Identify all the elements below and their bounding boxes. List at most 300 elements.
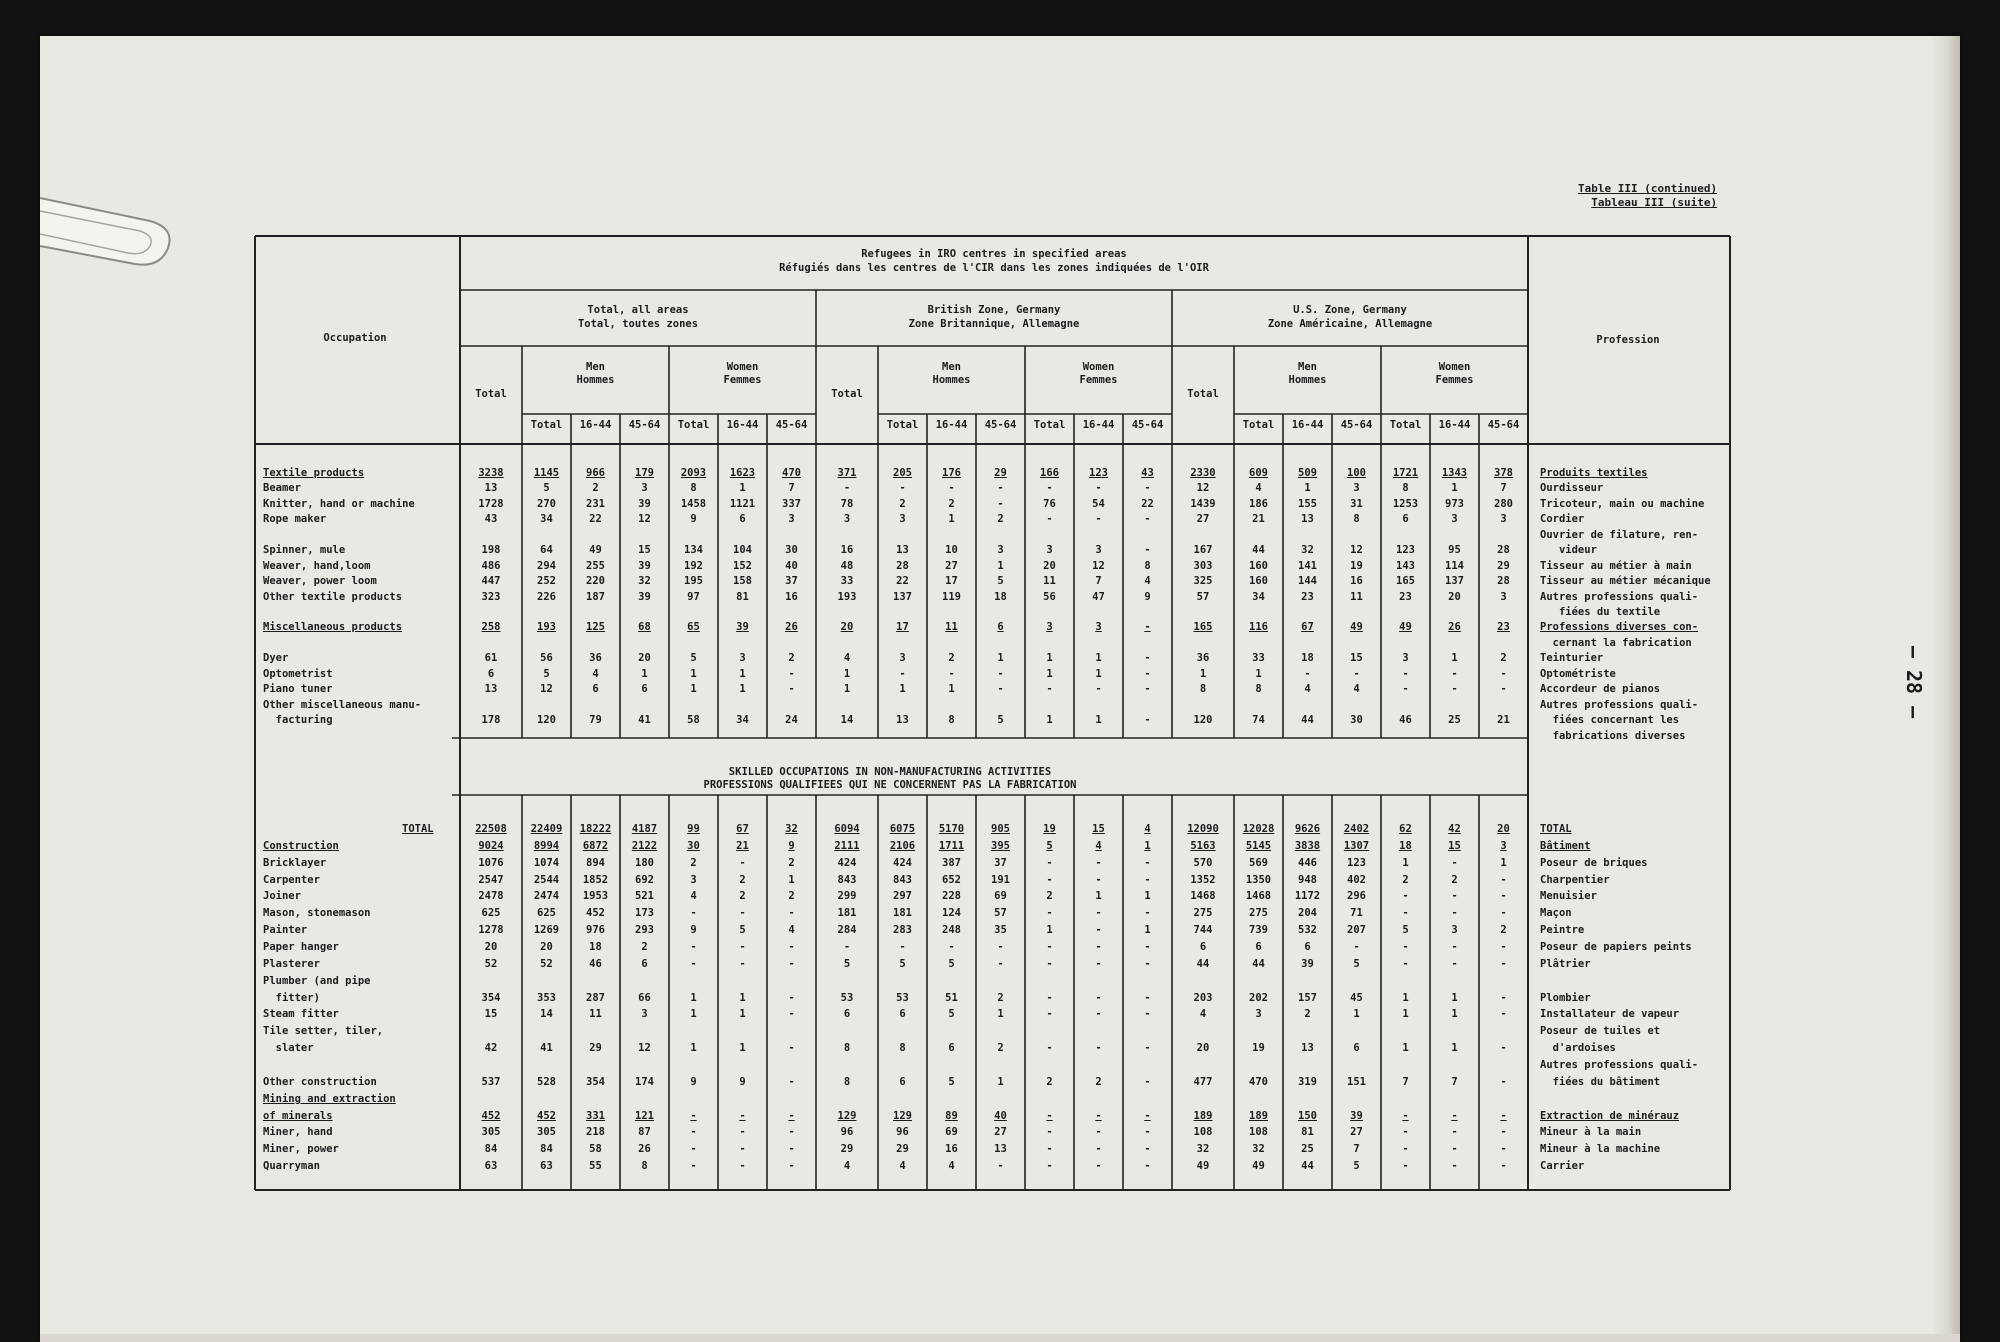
value-cell: 29 xyxy=(1497,560,1510,572)
value-cell: 1 xyxy=(690,992,697,1004)
value-cell: 22508 xyxy=(475,823,507,835)
value-cell: 3 xyxy=(1095,544,1102,556)
value-cell: 189 xyxy=(1193,1110,1213,1122)
value-cell: - xyxy=(997,498,1004,510)
value-cell: 87 xyxy=(638,1126,651,1138)
value-cell: 739 xyxy=(1249,924,1268,936)
value-cell: 1721 xyxy=(1392,467,1419,479)
profession-cell: Tisseur au métier à main xyxy=(1540,560,1692,572)
value-cell: 258 xyxy=(481,621,501,633)
value-cell: - xyxy=(690,907,697,919)
value-cell: - xyxy=(690,958,697,970)
value-cell: 275 xyxy=(1193,907,1213,919)
value-cell: 6 xyxy=(997,621,1004,633)
value-cell: 19 xyxy=(1043,823,1056,835)
value-cell: 1 xyxy=(1402,857,1409,869)
value-cell: 452 xyxy=(481,1110,501,1122)
value-cell: 27 xyxy=(945,560,958,572)
value-cell: - xyxy=(1144,1076,1151,1088)
value-cell: - xyxy=(1451,857,1458,869)
value-cell: 2122 xyxy=(631,840,658,852)
occupation-cell: Quarryman xyxy=(263,1160,320,1172)
value-cell: 5 xyxy=(948,958,955,970)
value-cell: - xyxy=(788,1008,795,1020)
profession-cell: fiées du textile xyxy=(1540,606,1661,618)
value-cell: 81 xyxy=(736,591,749,603)
value-cell: 5 xyxy=(1046,840,1053,852)
value-cell: - xyxy=(1500,992,1507,1004)
occupation-cell: Other miscellaneous manu- xyxy=(263,699,422,711)
value-cell: 1 xyxy=(1095,668,1102,680)
value-cell: 354 xyxy=(481,992,501,1004)
sub-column-header: 16-44 xyxy=(726,419,759,431)
value-cell: 28 xyxy=(1497,544,1510,556)
value-cell: 395 xyxy=(991,840,1010,852)
value-cell: 129 xyxy=(893,1110,912,1122)
value-cell: - xyxy=(1095,1160,1102,1172)
value-cell: 179 xyxy=(635,467,654,479)
value-cell: 52 xyxy=(540,958,553,970)
value-cell: 252 xyxy=(537,575,556,587)
value-cell: 193 xyxy=(837,591,857,603)
value-cell: - xyxy=(690,1160,697,1172)
value-cell: 452 xyxy=(586,907,605,919)
value-cell: - xyxy=(1402,1110,1409,1122)
value-cell: 625 xyxy=(481,907,501,919)
value-cell: 3 xyxy=(1451,513,1458,525)
value-cell: 1468 xyxy=(1245,890,1272,902)
profession-cell: Extraction de minérauz xyxy=(1540,1110,1680,1122)
value-cell: 2 xyxy=(948,498,955,510)
value-cell: 8 xyxy=(1353,513,1360,525)
value-cell: - xyxy=(1046,1126,1053,1138)
value-cell: 446 xyxy=(1298,857,1317,869)
value-cell: 13 xyxy=(484,482,498,494)
value-cell: - xyxy=(739,1160,746,1172)
profession-cell: fiées du bâtiment xyxy=(1540,1076,1661,1088)
value-cell: 165 xyxy=(1396,575,1415,587)
value-cell: 275 xyxy=(1249,907,1268,919)
value-cell: - xyxy=(1144,621,1151,633)
value-cell: 3 xyxy=(690,874,697,886)
value-cell: - xyxy=(1144,907,1151,919)
value-cell: - xyxy=(1144,1160,1151,1172)
value-cell: 3 xyxy=(1095,621,1102,633)
value-cell: 1 xyxy=(843,668,851,680)
sub-column-header: 45-64 xyxy=(1340,419,1373,431)
value-cell: 744 xyxy=(1193,924,1213,936)
value-cell: 44 xyxy=(1301,1160,1314,1172)
value-cell: 5 xyxy=(1353,1160,1360,1172)
value-cell: 45 xyxy=(1350,992,1363,1004)
value-cell: 13 xyxy=(1301,513,1314,525)
value-cell: 23 xyxy=(1399,591,1412,603)
occupation-cell: Other textile products xyxy=(263,591,403,603)
value-cell: 42 xyxy=(484,1042,498,1054)
value-cell: 1 xyxy=(1451,652,1458,664)
value-cell: 3 xyxy=(641,1008,648,1020)
value-cell: - xyxy=(1095,1126,1102,1138)
value-cell: 9 xyxy=(690,1076,697,1088)
value-cell: 5145 xyxy=(1245,840,1272,852)
value-cell: 66 xyxy=(638,992,651,1004)
women-header-fr: Femmes xyxy=(1079,374,1118,386)
value-cell: 319 xyxy=(1298,1076,1317,1088)
value-cell: 1 xyxy=(1144,924,1151,936)
value-cell: - xyxy=(899,482,906,494)
value-cell: 49 xyxy=(1252,1160,1265,1172)
value-cell: 3 xyxy=(641,482,648,494)
profession-cell: Tisseur au métier mécanique xyxy=(1540,575,1711,587)
value-cell: - xyxy=(788,941,795,953)
value-cell: 9 xyxy=(788,840,795,852)
profession-header: Profession xyxy=(1596,334,1660,346)
value-cell: 231 xyxy=(586,498,605,510)
occupation-cell: Other construction xyxy=(263,1076,377,1088)
value-cell: 5 xyxy=(543,482,550,494)
value-cell: 1121 xyxy=(729,498,756,510)
value-cell: 44 xyxy=(1252,958,1265,970)
value-cell: 424 xyxy=(893,857,912,869)
value-cell: 41 xyxy=(540,1042,553,1054)
value-cell: 1852 xyxy=(582,874,609,886)
refugees-header-en: Refugees in IRO centres in specified areas xyxy=(861,248,1127,260)
value-cell: 1 xyxy=(1046,924,1053,936)
value-cell: 9 xyxy=(1144,591,1151,603)
value-cell: 14 xyxy=(540,1008,553,1020)
value-cell: 5 xyxy=(948,1076,955,1088)
value-cell: - xyxy=(1046,874,1053,886)
women-header-fr: Femmes xyxy=(723,374,762,386)
value-cell: 64 xyxy=(540,544,553,556)
value-cell: 26 xyxy=(785,621,798,633)
value-cell: - xyxy=(1144,714,1151,726)
value-cell: 2544 xyxy=(533,874,560,886)
value-cell: 56 xyxy=(540,652,553,664)
value-cell: 2093 xyxy=(680,467,707,479)
value-cell: - xyxy=(1095,924,1102,936)
value-cell: 47 xyxy=(1092,591,1105,603)
value-cell: - xyxy=(1500,1110,1507,1122)
value-cell: 26 xyxy=(1448,621,1461,633)
value-cell: - xyxy=(1451,1143,1458,1155)
value-cell: 303 xyxy=(1193,560,1213,572)
value-cell: - xyxy=(1304,668,1311,680)
value-cell: 337 xyxy=(782,498,801,510)
occupation-cell: Joiner xyxy=(263,890,301,902)
occupation-cell: facturing xyxy=(263,714,333,726)
value-cell: 65 xyxy=(687,621,700,633)
profession-cell: cernant la fabrication xyxy=(1540,637,1692,649)
value-cell: 125 xyxy=(586,621,605,633)
value-cell: 5 xyxy=(948,1008,955,1020)
value-cell: - xyxy=(997,958,1004,970)
value-cell: 6 xyxy=(487,668,495,680)
value-cell: 293 xyxy=(635,924,654,936)
value-cell: 34 xyxy=(1252,591,1265,603)
value-cell: 32 xyxy=(1301,544,1314,556)
value-cell: - xyxy=(1500,1042,1507,1054)
value-cell: 11 xyxy=(589,1008,602,1020)
value-cell: 1074 xyxy=(533,857,560,869)
value-cell: 114 xyxy=(1445,560,1464,572)
value-cell: 6872 xyxy=(582,840,609,852)
value-cell: - xyxy=(788,1042,795,1054)
value-cell: 157 xyxy=(1298,992,1317,1004)
value-cell: 8 xyxy=(690,482,697,494)
value-cell: - xyxy=(690,1110,697,1122)
value-cell: 3 xyxy=(1353,482,1360,494)
value-cell: 69 xyxy=(994,890,1007,902)
value-cell: 100 xyxy=(1347,467,1366,479)
sub-column-header: Total xyxy=(1033,419,1066,431)
value-cell: 10 xyxy=(945,544,958,556)
value-cell: 8 xyxy=(641,1160,648,1172)
value-cell: 1 xyxy=(1095,714,1102,726)
value-cell: 1269 xyxy=(533,924,560,936)
occupation-cell: Beamer xyxy=(263,482,301,494)
value-cell: 1711 xyxy=(938,840,965,852)
occupation-cell: of minerals xyxy=(263,1110,333,1122)
value-cell: 1 xyxy=(948,513,955,525)
value-cell: 537 xyxy=(481,1076,501,1088)
occupation-cell: Bricklayer xyxy=(263,857,327,869)
value-cell: 13 xyxy=(484,683,498,695)
value-cell: 51 xyxy=(945,992,958,1004)
value-cell: 134 xyxy=(684,544,703,556)
profession-cell: fabrications diverses xyxy=(1540,730,1686,742)
value-cell: 13 xyxy=(896,714,909,726)
value-cell: 1 xyxy=(1451,1008,1458,1020)
value-cell: - xyxy=(1451,907,1458,919)
occupation-cell: Mining and extraction xyxy=(263,1093,396,1105)
value-cell: - xyxy=(1500,958,1507,970)
sub-column-header: Total xyxy=(677,419,710,431)
value-cell: 23 xyxy=(1301,591,1314,603)
value-cell: - xyxy=(1144,941,1151,953)
value-cell: 46 xyxy=(589,958,602,970)
value-cell: 42 xyxy=(1448,823,1461,835)
sub-column-header: 16-44 xyxy=(1291,419,1324,431)
value-cell: - xyxy=(1500,1076,1507,1088)
value-cell: 40 xyxy=(785,560,798,572)
value-cell: 57 xyxy=(994,907,1007,919)
profession-cell: Charpentier xyxy=(1540,874,1610,886)
value-cell: 181 xyxy=(837,907,857,919)
value-cell: 198 xyxy=(481,544,501,556)
value-cell: 973 xyxy=(1445,498,1464,510)
value-cell: 129 xyxy=(837,1110,857,1122)
value-cell: 6094 xyxy=(834,823,860,835)
value-cell: 1 xyxy=(1402,992,1409,1004)
value-cell: 1 xyxy=(1095,652,1102,664)
value-cell: 2106 xyxy=(889,840,916,852)
profession-cell: Bâtiment xyxy=(1540,840,1591,852)
value-cell: - xyxy=(1144,1143,1151,1155)
value-cell: 287 xyxy=(586,992,605,1004)
value-cell: 174 xyxy=(635,1076,654,1088)
value-cell: 12090 xyxy=(1187,823,1219,835)
value-cell: - xyxy=(1046,992,1053,1004)
value-cell: 6 xyxy=(843,1008,851,1020)
value-cell: 63 xyxy=(540,1160,553,1172)
value-cell: 53 xyxy=(840,992,854,1004)
value-cell: 108 xyxy=(1193,1126,1213,1138)
value-cell: 1 xyxy=(1095,890,1102,902)
value-cell: 3 xyxy=(788,513,795,525)
occupation-cell: Painter xyxy=(263,924,308,936)
value-cell: 8 xyxy=(1199,683,1207,695)
value-cell: - xyxy=(788,1143,795,1155)
value-cell: 2 xyxy=(592,482,599,494)
value-cell: 3 xyxy=(1500,840,1507,852)
value-cell: 18222 xyxy=(579,823,612,835)
refugees-header-fr: Réfugiés dans les centres de l'CIR dans les zones indiquées de l'OIR xyxy=(779,262,1209,274)
value-cell: 1468 xyxy=(1190,890,1216,902)
men-header: Men xyxy=(1298,361,1317,373)
value-cell: 3 xyxy=(1046,621,1053,633)
value-cell: 165 xyxy=(1193,621,1213,633)
profession-cell: Accordeur de pianos xyxy=(1540,683,1661,695)
profession-cell: Carrier xyxy=(1540,1160,1585,1172)
value-cell: - xyxy=(1046,907,1053,919)
value-cell: 2 xyxy=(739,890,746,902)
value-cell: 7 xyxy=(1500,482,1507,494)
value-cell: 54 xyxy=(1092,498,1105,510)
value-cell: - xyxy=(1144,992,1151,1004)
value-cell: 20 xyxy=(638,652,651,664)
occupation-cell: Miner, power xyxy=(263,1143,339,1155)
value-cell: 71 xyxy=(1350,907,1363,919)
value-cell: 49 xyxy=(1196,1160,1210,1172)
value-cell: 178 xyxy=(481,714,501,726)
value-cell: - xyxy=(1500,890,1507,902)
value-cell: 23 xyxy=(1497,621,1510,633)
value-cell: - xyxy=(1095,874,1102,886)
value-cell: 354 xyxy=(586,1076,605,1088)
value-cell: 2 xyxy=(1402,874,1409,886)
value-cell: 192 xyxy=(684,560,703,572)
value-cell: 186 xyxy=(1249,498,1268,510)
value-cell: - xyxy=(948,941,955,953)
value-cell: 4 xyxy=(1304,683,1311,695)
value-cell: 14 xyxy=(840,714,854,726)
value-cell: - xyxy=(1095,907,1102,919)
value-cell: 3 xyxy=(843,513,851,525)
value-cell: 15 xyxy=(638,544,651,556)
value-cell: - xyxy=(997,482,1004,494)
value-cell: 6 xyxy=(899,1076,906,1088)
value-cell: 191 xyxy=(991,874,1010,886)
value-cell: 97 xyxy=(687,591,700,603)
value-cell: - xyxy=(788,1076,795,1088)
value-cell: 78 xyxy=(840,498,854,510)
value-cell: 37 xyxy=(785,575,798,587)
value-cell: 95 xyxy=(1448,544,1461,556)
value-cell: 27 xyxy=(1196,513,1210,525)
value-cell: - xyxy=(788,683,795,695)
value-cell: 18 xyxy=(1399,840,1412,852)
value-cell: 2 xyxy=(1046,890,1053,902)
value-cell: 46 xyxy=(1399,714,1412,726)
value-cell: 176 xyxy=(942,467,961,479)
group-total-header: Total xyxy=(831,388,863,400)
value-cell: 4 xyxy=(1144,823,1151,835)
value-cell: 2 xyxy=(1046,1076,1053,1088)
value-cell: - xyxy=(1144,482,1151,494)
profession-cell: Cordier xyxy=(1540,513,1585,525)
value-cell: 6 xyxy=(1353,1042,1360,1054)
profession-cell: Professions diverses con- xyxy=(1540,621,1699,633)
value-cell: - xyxy=(997,668,1004,680)
value-cell: - xyxy=(690,1126,697,1138)
value-cell: 43 xyxy=(1141,467,1154,479)
value-cell: 6 xyxy=(592,683,599,695)
value-cell: 284 xyxy=(837,924,857,936)
value-cell: - xyxy=(1451,890,1458,902)
men-header: Men xyxy=(942,361,961,373)
value-cell: 3 xyxy=(1500,513,1507,525)
value-cell: - xyxy=(1402,890,1409,902)
value-cell: 181 xyxy=(893,907,912,919)
profession-cell: Mineur à la machine xyxy=(1540,1143,1661,1155)
value-cell: 19 xyxy=(1252,1042,1265,1054)
occupation-cell: Dyer xyxy=(263,652,289,664)
value-cell: 2 xyxy=(1500,652,1507,664)
value-cell: 8 xyxy=(843,1076,851,1088)
value-cell: - xyxy=(1402,1126,1409,1138)
value-cell: 26 xyxy=(638,1143,651,1155)
value-cell: 16 xyxy=(785,591,798,603)
value-cell: - xyxy=(1095,958,1102,970)
occupation-cell: Miner, hand xyxy=(263,1126,333,1138)
value-cell: - xyxy=(1046,1160,1053,1172)
occupation-cell: TOTAL xyxy=(402,823,434,835)
value-cell: 20 xyxy=(1196,1042,1210,1054)
value-cell: 843 xyxy=(893,874,912,886)
value-cell: 40 xyxy=(994,1110,1007,1122)
value-cell: 11 xyxy=(1350,591,1363,603)
value-cell: 195 xyxy=(684,575,703,587)
occupation-cell: Rope maker xyxy=(263,513,327,525)
value-cell: - xyxy=(997,941,1004,953)
occupation-cell: Mason, stonemason xyxy=(263,907,371,919)
value-cell: 8 xyxy=(948,714,955,726)
value-cell: 27 xyxy=(994,1126,1007,1138)
value-cell: 55 xyxy=(589,1160,602,1172)
value-cell: 1 xyxy=(690,1008,697,1020)
value-cell: 5 xyxy=(997,575,1004,587)
occupation-cell: Spinner, mule xyxy=(263,544,346,556)
value-cell: 37 xyxy=(994,857,1007,869)
profession-cell: Plâtrier xyxy=(1540,958,1591,970)
value-cell: 2 xyxy=(1095,1076,1102,1088)
value-cell: 5 xyxy=(543,668,550,680)
occupation-cell: Knitter, hand or machine xyxy=(263,498,415,510)
value-cell: - xyxy=(1095,992,1102,1004)
value-cell: 2402 xyxy=(1343,823,1370,835)
value-cell: 15 xyxy=(1092,823,1105,835)
sub-column-header: Total xyxy=(886,419,919,431)
occupation-cell: Weaver, hand,loom xyxy=(263,560,371,572)
value-cell: 8 xyxy=(899,1042,906,1054)
british-zone-fr: Zone Britannique, Allemagne xyxy=(908,318,1080,330)
value-cell: 3 xyxy=(1500,591,1507,603)
value-cell: 452 xyxy=(537,1110,556,1122)
profession-cell: Peintre xyxy=(1540,924,1585,936)
value-cell: 424 xyxy=(837,857,857,869)
value-cell: 189 xyxy=(1249,1110,1268,1122)
